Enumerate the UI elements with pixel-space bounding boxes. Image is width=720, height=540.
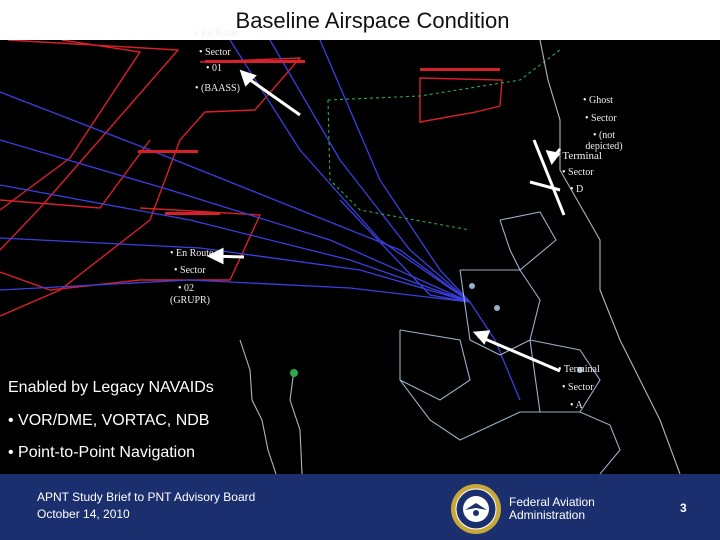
faa-seal-icon	[450, 483, 502, 535]
callout-line: • Terminal	[556, 150, 602, 162]
callout-line: • (not depicted)	[585, 130, 623, 152]
faa-name-line2: Administration	[509, 508, 586, 522]
callout-line: • Sector	[562, 167, 594, 178]
slide-title: Baseline Airspace Condition	[235, 8, 510, 33]
brief-date: October 14, 2010	[37, 507, 130, 521]
callout-line: • (BAASS)	[195, 83, 240, 94]
brief-title: APNT Study Brief to PNT Advisory Board	[37, 490, 256, 504]
callout-line: • 02	[178, 283, 195, 294]
callout-line: • Sector	[562, 382, 594, 393]
callout-line: • En Route	[195, 28, 239, 39]
callout-line: • Sector	[174, 265, 206, 276]
callout-line: • En Route	[170, 248, 214, 259]
callout-line: • 01	[206, 63, 223, 74]
callout-line: • D	[570, 184, 584, 195]
faa-name	[509, 496, 595, 522]
callout-line: • Terminal	[558, 364, 600, 375]
callout-line: • A	[570, 400, 583, 411]
faa-name-line1: Federal Aviation	[509, 495, 595, 509]
navaid-bullet-1: • VOR/DME, VORTAC, NDB	[8, 412, 210, 429]
navaid-bullet-2: • Point-to-Point Navigation	[8, 444, 196, 461]
callout-line: • Sector	[199, 47, 231, 58]
callout-line: • Sector	[585, 113, 617, 124]
callout-line: • Ghost	[583, 95, 613, 106]
page-number: 3	[680, 501, 687, 515]
callout-line: (GRUPR)	[170, 295, 211, 306]
navaid-heading: Enabled by Legacy NAVAIDs	[8, 379, 214, 396]
